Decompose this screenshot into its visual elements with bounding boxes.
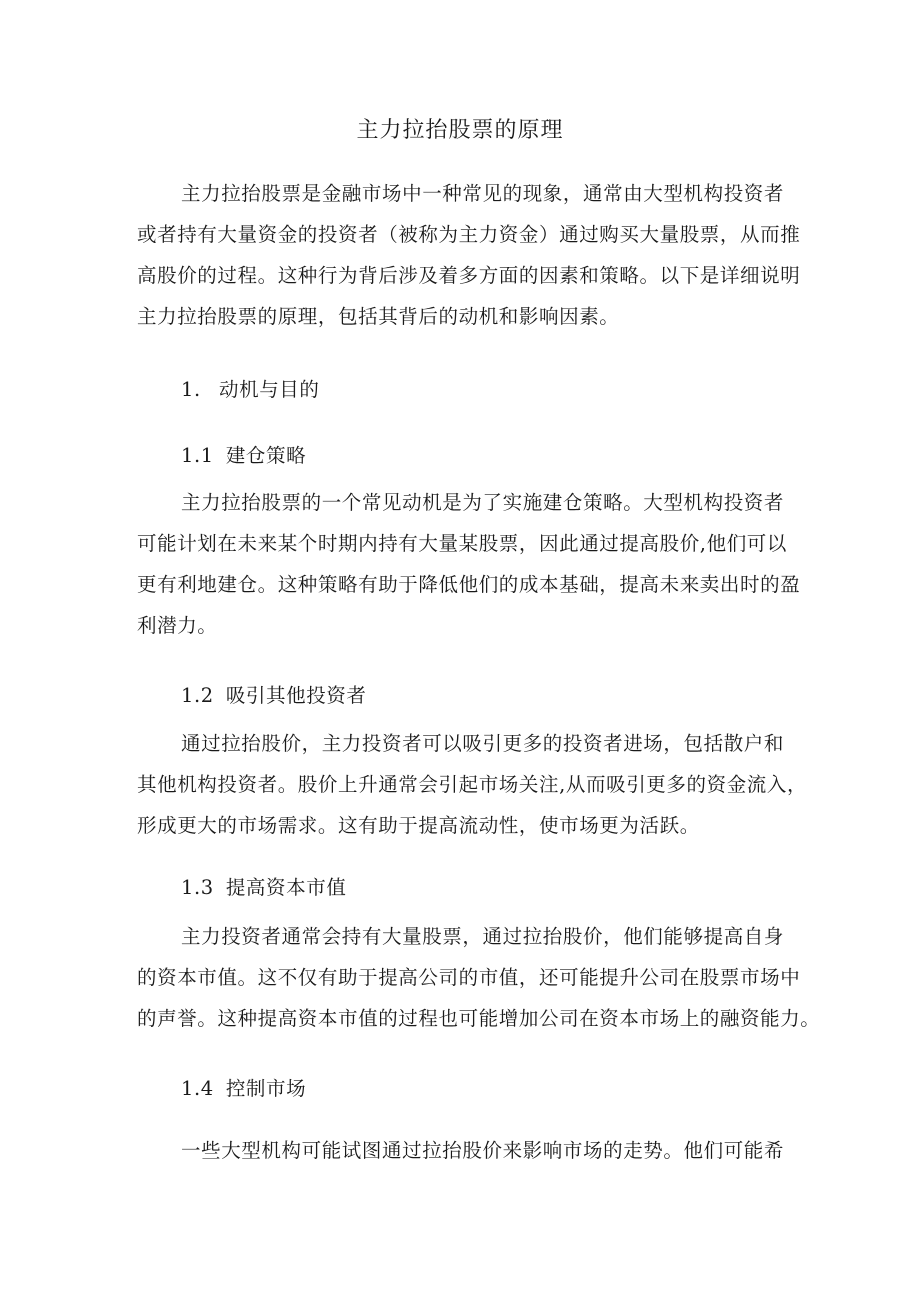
paragraph-line: 主力拉抬股票是金融市场中一种常见的现象，通常由大型机构投资者 [181, 182, 785, 205]
subsection-heading-1-2 [181, 681, 367, 711]
paragraph-1-3 [137, 916, 821, 1039]
section-heading-1 [181, 375, 320, 405]
section-number: 1. [181, 378, 201, 401]
paragraph-line: 主力拉抬股票的原理，包括其背后的动机和影响因素。 [137, 305, 620, 328]
subsection-title: 吸引其他投资者 [225, 684, 367, 707]
paragraph-line: 的资本市值。这不仅有助于提高公司的市值，还可能提升公司在股票市场中 [137, 966, 801, 989]
paragraph-line: 高股价的过程。这种行为背后涉及着多方面的因素和策略。以下是详细说明 [137, 264, 801, 287]
subsection-number: 1.1 [181, 444, 214, 467]
subsection-number: 1.3 [181, 876, 214, 899]
subsection-heading-1-4 [181, 1074, 306, 1104]
paragraph-line: 主力投资者通常会持有大量股票，通过拉抬股价，他们能够提高自身 [181, 925, 785, 948]
intro-paragraph [137, 173, 801, 337]
paragraph-line: 利潜力。 [137, 614, 218, 637]
paragraph-1-1 [137, 482, 801, 646]
paragraph-line: 通过拉抬股价，主力投资者可以吸引更多的投资者进场，包括散户和 [181, 732, 785, 755]
paragraph-line: 的声誉。这种提高资本市值的过程也可能增加公司在资本市场上的融资能力。 [137, 1007, 821, 1030]
paragraph-line: 主力拉抬股票的一个常见动机是为了实施建仓策略。大型机构投资者 [181, 491, 785, 514]
paragraph-line: 可能计划在未来某个时期内持有大量某股票，因此通过提高股价,他们可以 [137, 532, 787, 555]
paragraph-line: 形成更大的市场需求。这有助于提高流动性，使市场更为活跃。 [137, 814, 700, 837]
section-title: 动机与目的 [219, 378, 320, 401]
subsection-title: 控制市场 [225, 1077, 307, 1100]
paragraph-line: 更有利地建仓。这种策略有助于降低他们的成本基础，提高未来卖出时的盈 [137, 573, 801, 596]
subsection-number: 1.2 [181, 684, 214, 707]
paragraph-1-2 [137, 723, 808, 846]
paragraph-line: 其他机构投资者。股价上升通常会引起市场关注,从而吸引更多的资金流入， [137, 773, 808, 796]
document-title: 主力拉抬股票的原理 [356, 118, 564, 143]
paragraph-line: 一些大型机构可能试图通过拉抬股价来影响市场的走势。他们可能希 [181, 1139, 785, 1162]
subsection-title: 建仓策略 [225, 444, 307, 467]
subsection-heading-1-3 [181, 873, 346, 903]
subsection-heading-1-1 [181, 441, 306, 471]
subsection-number: 1.4 [181, 1077, 214, 1100]
paragraph-1-4 [137, 1130, 797, 1171]
paragraph-line: 或者持有大量资金的投资者（被称为主力资金）通过购买大量股票，从而推 [137, 223, 801, 246]
subsection-title: 提高资本市值 [225, 876, 347, 899]
